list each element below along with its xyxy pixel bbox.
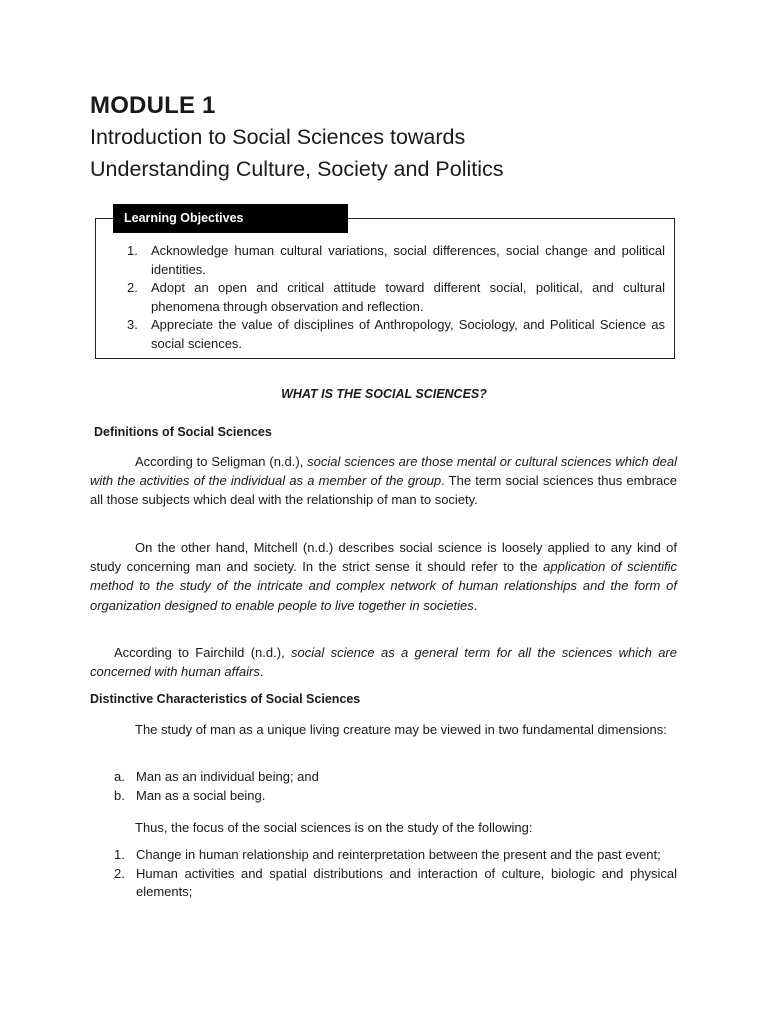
list-marker: 1. — [114, 847, 125, 862]
list-text: Man as an individual being; and — [136, 769, 319, 784]
list-item — [114, 865, 677, 902]
objective-text: Adopt an open and critical attitude toward different social, political, and cultural phenomena through observation and reflection. — [151, 280, 665, 314]
paragraph-text: Thus, the focus of the social sciences is on the study of the following: — [135, 820, 533, 835]
dimensions-list — [114, 767, 319, 805]
objective-item — [127, 242, 665, 279]
list-marker: 2. — [114, 865, 125, 881]
objective-number: 1. — [127, 243, 138, 258]
objective-number: 3. — [127, 317, 138, 332]
list-text: Man as a social being. — [136, 788, 266, 804]
definitions-heading: Definitions of Social Sciences — [94, 425, 272, 439]
paragraph-text: . — [259, 664, 264, 680]
focus-list — [114, 846, 677, 902]
paragraph-text: According to Seligman (n.d.), — [135, 454, 304, 469]
list-item — [114, 846, 677, 865]
list-text: Change in human relationship and reinterpretation between the present and the past event; — [136, 847, 661, 862]
definition-paragraph-fairchild — [90, 643, 677, 681]
learning-objectives-list — [127, 242, 665, 353]
characteristics-intro — [90, 720, 677, 739]
paragraph-text: The study of man as a unique living creature may be viewed in two fundamental dimensions: — [135, 722, 667, 737]
objective-text: Appreciate the value of disciplines of Anthropology, Sociology, and Political Science as social sciences. — [151, 317, 665, 351]
objective-text: Acknowledge human cultural variations, social differences, social change and political identities. — [151, 243, 665, 277]
definition-paragraph-mitchell — [90, 538, 677, 615]
list-item — [114, 786, 319, 805]
list-marker: a. — [114, 769, 125, 784]
objective-number: 2. — [127, 280, 138, 295]
characteristics-heading: Distinctive Characteristics of Social Sciences — [90, 692, 361, 706]
focus-intro — [90, 818, 677, 837]
list-text: Human activities and spatial distributions and interaction of culture, biologic and physical elements; — [136, 865, 677, 899]
paragraph-text: . The term social sciences thus embrace all those subjects which deal with the relationship of man to society. — [90, 473, 677, 508]
paragraph-emphasis: social science as a general term for all the sciences which are concerned with human affairs — [90, 645, 677, 680]
module-title-line-1: Introduction to Social Sciences towards — [90, 125, 466, 149]
learning-objectives-heading: Learning Objectives — [113, 204, 348, 233]
paragraph-emphasis: application of scientific method to the study of the intricate and complex network of human relationships and the form of organization designed to enable people to live together in societies — [90, 559, 677, 613]
objective-item — [127, 316, 665, 353]
paragraph-emphasis: social sciences are those mental or cultural sciences which deal with the activities of the individual as a member of the group — [90, 454, 677, 489]
section-title: WHAT IS THE SOCIAL SCIENCES? — [281, 387, 487, 401]
definition-paragraph-seligman — [90, 452, 677, 510]
paragraph-text: On the other hand, Mitchell (n.d.) describes social science is loosely applied to any kind of study concerning man and society. In the strict sense it should refer to the — [90, 540, 677, 575]
paragraph-text: . — [473, 597, 478, 613]
paragraph-text: According to Fairchild (n.d.), — [114, 645, 285, 660]
objective-item — [127, 279, 665, 316]
module-label: MODULE 1 — [90, 92, 216, 119]
module-title-line-2: Understanding Culture, Society and Politics — [90, 157, 504, 181]
list-marker: b. — [114, 788, 125, 804]
list-item — [114, 767, 319, 786]
